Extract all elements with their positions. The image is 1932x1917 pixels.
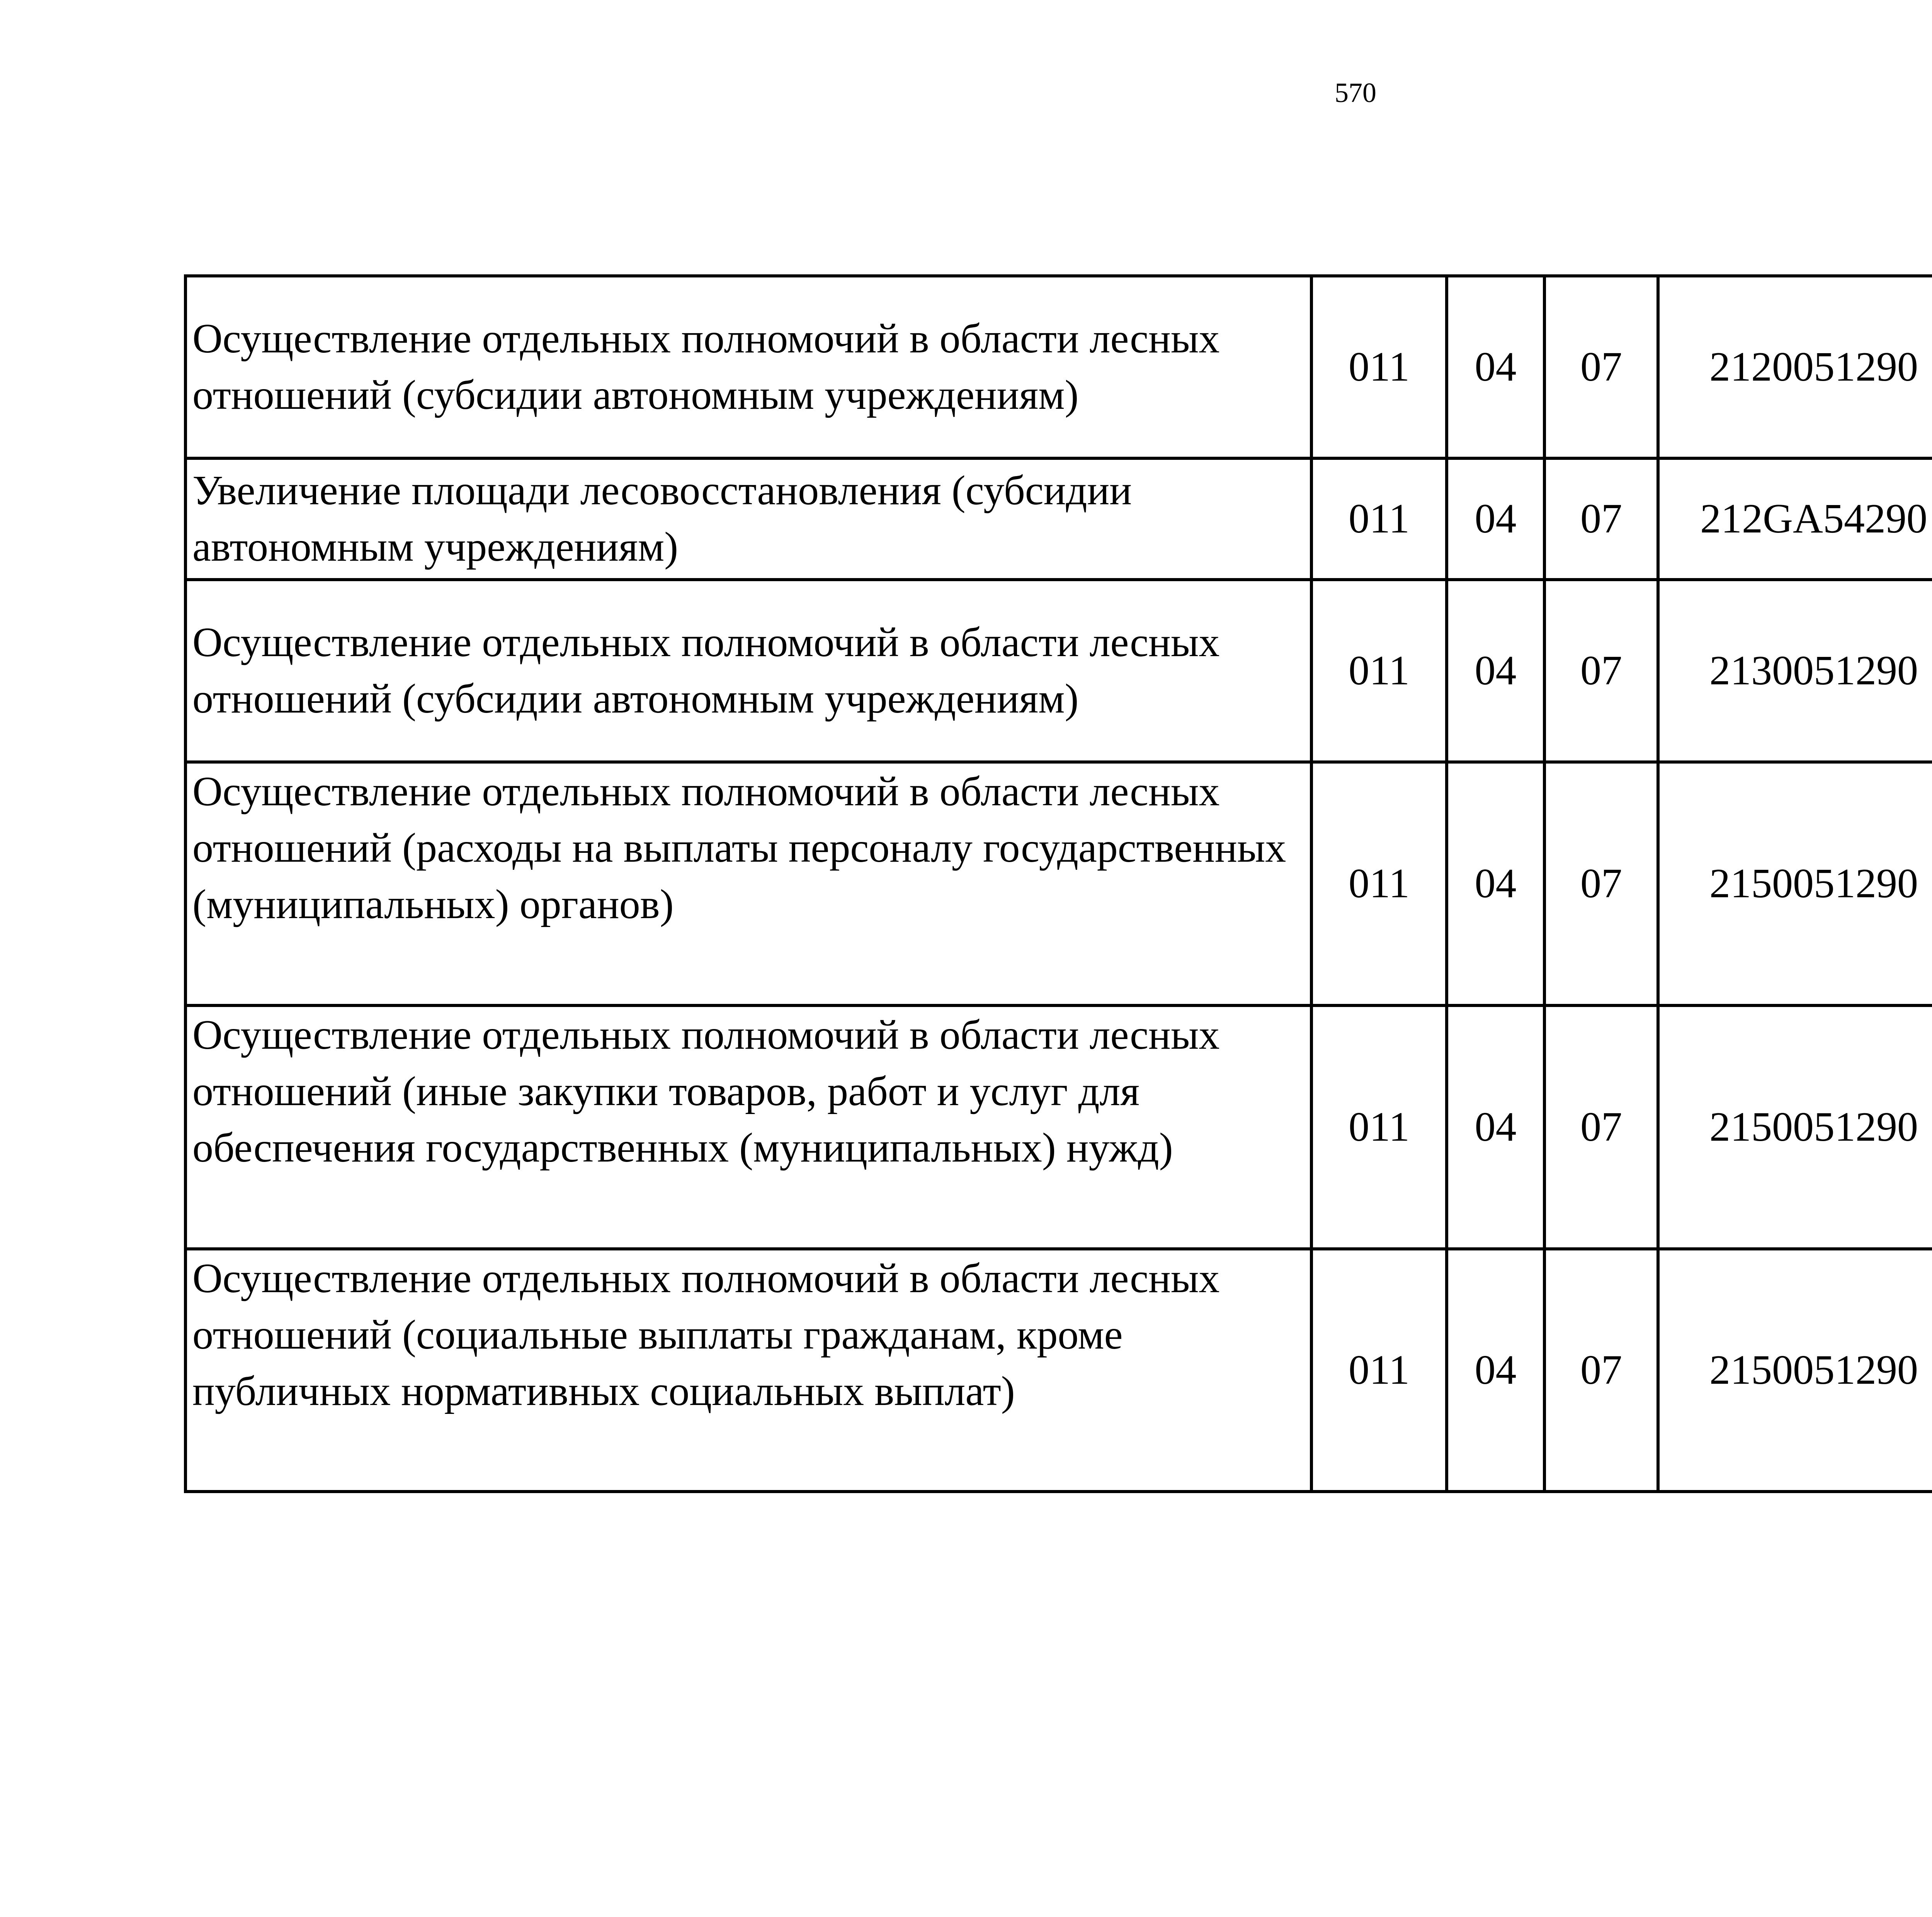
section-code: 04: [1447, 762, 1544, 1005]
section-code: 04: [1447, 276, 1544, 458]
budget-table: [184, 274, 1932, 1493]
target-article-code: 2120051290: [1658, 276, 1932, 458]
row-description: Осуществление отдельных полномочий в области лесных отношений (субсидии автономным учреждениям): [185, 580, 1311, 762]
table-row: [185, 1005, 1932, 1249]
subsection-code: 07: [1544, 276, 1658, 458]
ministry-code: 011: [1311, 580, 1447, 762]
row-description: Осуществление отдельных полномочий в области лесных отношений (расходы на выплаты персоналу государственных (муниципальных) органов): [185, 762, 1311, 1005]
table-row: [185, 458, 1932, 580]
section-code: 04: [1447, 458, 1544, 580]
target-article-code: 2150051290: [1658, 1005, 1932, 1249]
row-description: Осуществление отдельных полномочий в области лесных отношений (субсидии автономным учреждениям): [185, 276, 1311, 458]
ministry-code: 011: [1311, 276, 1447, 458]
ministry-code: 011: [1311, 1249, 1447, 1492]
table-row: [185, 762, 1932, 1005]
row-description: Увеличение площади лесовосстановления (субсидии автономным учреждениям): [185, 458, 1311, 580]
section-code: 04: [1447, 1005, 1544, 1249]
row-description: Осуществление отдельных полномочий в области лесных отношений (социальные выплаты гражданам, кроме публичных нормативных социальных выплат): [185, 1249, 1311, 1492]
ministry-code: 011: [1311, 762, 1447, 1005]
table-row: [185, 1249, 1932, 1492]
target-article-code: 212GA54290: [1658, 458, 1932, 580]
subsection-code: 07: [1544, 458, 1658, 580]
table-row: [185, 276, 1932, 458]
page-number: 570: [1335, 77, 1376, 108]
ministry-code: 011: [1311, 458, 1447, 580]
subsection-code: 07: [1544, 1005, 1658, 1249]
target-article-code: 2130051290: [1658, 580, 1932, 762]
target-article-code: 2150051290: [1658, 1249, 1932, 1492]
row-description: Осуществление отдельных полномочий в области лесных отношений (иные закупки товаров, работ и услуг для обеспечения государственных (муниципальных) нужд): [185, 1005, 1311, 1249]
subsection-code: 07: [1544, 580, 1658, 762]
table-row: [185, 580, 1932, 762]
ministry-code: 011: [1311, 1005, 1447, 1249]
target-article-code: 2150051290: [1658, 762, 1932, 1005]
subsection-code: 07: [1544, 762, 1658, 1005]
section-code: 04: [1447, 1249, 1544, 1492]
subsection-code: 07: [1544, 1249, 1658, 1492]
section-code: 04: [1447, 580, 1544, 762]
